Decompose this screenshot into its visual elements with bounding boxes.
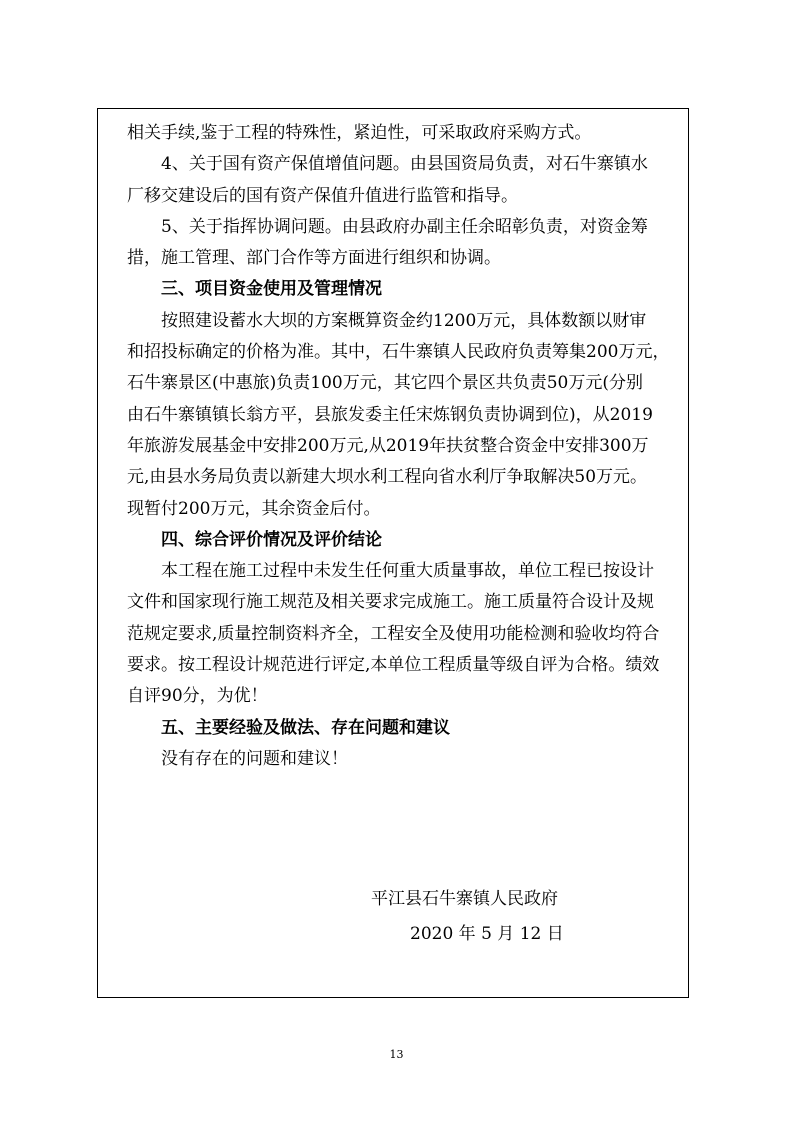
paragraph-line: 和招投标确定的价格为准。其中，石牛寨镇人民政府负责筹集200万元， [127,342,670,363]
signature-date: 2020 年 5 月 12 日 [410,924,564,944]
paragraph-line: 自评90分，为优！ [127,686,268,707]
paragraph-line: 措，施工管理、部门合作等方面进行组织和协调。 [127,248,501,269]
paragraph-line: 范规定要求,质量控制资料齐全，工程安全及使用功能检测和验收均符合 [127,623,660,644]
paragraph-line: 厂移交建设后的国有资产保值升值进行监管和指导。 [127,185,518,206]
paragraph-line: 元,由县水务局负责以新建大坝水利工程向省水利厅争取解决50万元。 [127,467,648,488]
paragraph-line: 文件和国家现行施工规范及相关要求完成施工。施工质量符合设计及规 [127,592,654,613]
paragraph-line: 现暂付200万元，其余资金后付。 [127,498,381,519]
page-number: 13 [389,1048,404,1061]
section-heading-5: 五、主要经验及做法、存在问题和建议 [161,717,450,738]
paragraph-line: 按照建设蓄水大坝的方案概算资金约1200万元，具体数额以财审 [161,310,647,331]
paragraph-line: 年旅游发展基金中安排200万元,从2019年扶贫整合资金中安排300万 [127,435,649,456]
section-heading-3: 三、项目资金使用及管理情况 [161,279,382,300]
paragraph-line: 没有存在的问题和建议！ [161,748,348,769]
paragraph-line: 相关手续,鉴于工程的特殊性，紧迫性，可采取政府采购方式。 [127,123,592,143]
paragraph-line: 4、关于国有资产保值增值问题。由县国资局负责，对石牛寨镇水 [161,154,648,175]
signature-organization: 平江县石牛寨镇人民政府 [371,889,558,909]
paragraph-line: 要求。按工程设计规范进行评定,本单位工程质量等级自评为合格。绩效 [127,655,660,676]
paragraph-line: 本工程在施工过程中未发生任何重大质量事故，单位工程已按设计 [161,561,654,582]
section-heading-4: 四、综合评价情况及评价结论 [161,529,382,550]
paragraph-line: 由石牛寨镇镇长翁方平，县旅发委主任宋炼钢负责协调到位)，从2019 [127,404,653,425]
paragraph-line: 石牛寨景区(中惠旅)负责100万元，其它四个景区共负责50万元(分别 [127,373,643,394]
document-body [127,118,685,775]
paragraph-line: 5、关于指挥协调问题。由县政府办副主任余昭彰负责，对资金筹 [161,216,648,237]
